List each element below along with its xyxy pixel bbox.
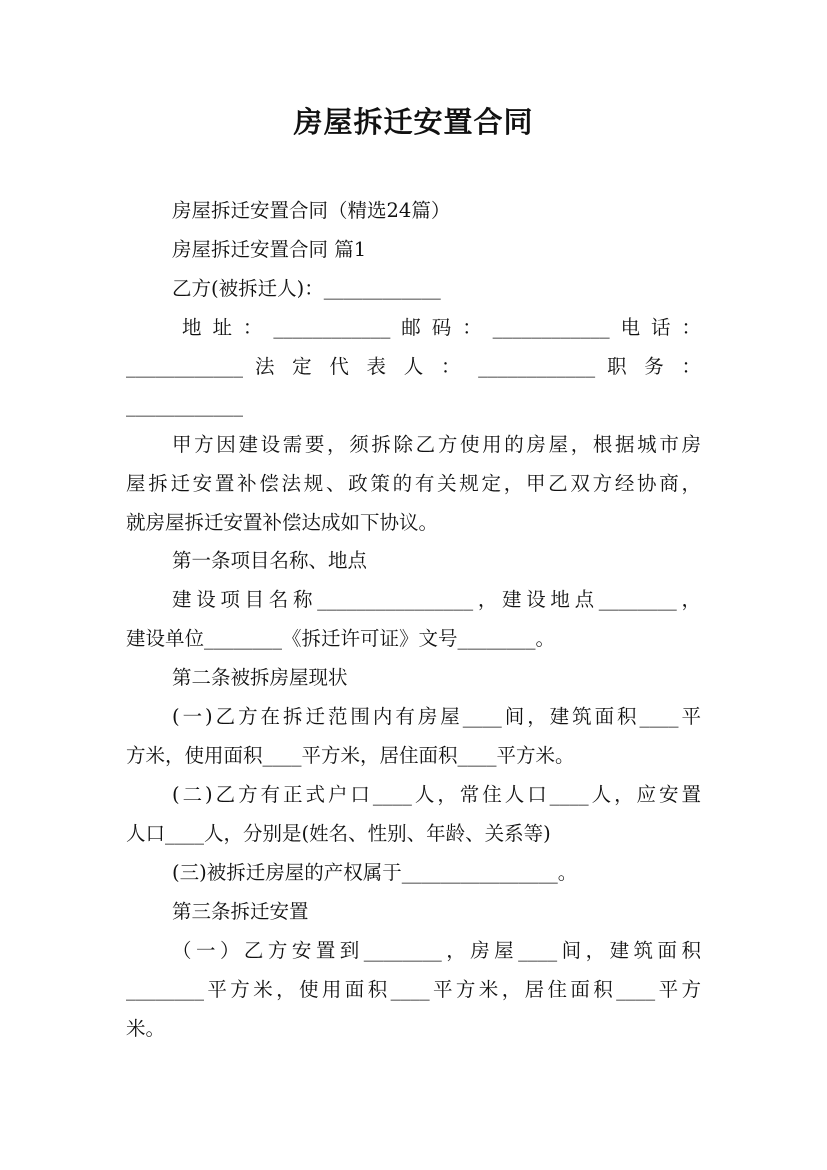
paragraph-line: 屋拆迁安置补偿法规、政策的有关规定，甲乙双方经协商， <box>126 472 701 495</box>
paragraph-line: (三)被拆迁房屋的产权属于________________。 <box>172 861 578 884</box>
paragraph-line: （一）乙方安置到________，房屋____间，建筑面积 <box>172 939 701 962</box>
paragraph-line: (二)乙方有正式户口____人，常住人口____人，应安置 <box>172 783 701 806</box>
paragraph-line: 建设单位________《拆迁许可证》文号________。 <box>126 627 556 650</box>
address-line: 地址：____________邮码：____________电话： <box>182 316 701 339</box>
position-blank-line: ____________ <box>126 394 243 417</box>
paragraph-line: 建设项目名称________________，建设地点________， <box>172 588 701 611</box>
paragraph-line: 甲方因建设需要，须拆除乙方使用的房屋，根据城市房 <box>172 433 701 456</box>
document-title: 房屋拆迁安置合同 <box>293 105 534 139</box>
article-heading: 第一条项目名称、地点 <box>172 549 368 572</box>
paragraph-line: ________平方米，使用面积____平方米，居住面积____平方 <box>126 978 701 1001</box>
paragraph-line: 人口____人，分别是(姓名、性别、年龄、关系等) <box>126 822 551 845</box>
paragraph-line: 就房屋拆迁安置补偿达成如下协议。 <box>126 511 439 534</box>
party-b-line: 乙方(被拆迁人)：____________ <box>172 277 441 300</box>
article-heading: 第三条拆迁安置 <box>172 900 309 923</box>
paragraph-line: (一)乙方在拆迁范围内有房屋____间，建筑面积____平 <box>172 705 701 728</box>
document-subtitle: 房屋拆迁安置合同（精选24篇） <box>172 199 451 222</box>
representative-line: ____________ 法 定 代 表 人 ： ____________ 职 务 ： <box>126 355 701 378</box>
section-heading: 房屋拆迁安置合同 篇1 <box>172 238 367 261</box>
paragraph-line: 方米，使用面积____平方米，居住面积____平方米。 <box>126 744 575 767</box>
article-heading: 第二条被拆房屋现状 <box>172 666 348 689</box>
paragraph-line: 米。 <box>126 1017 166 1040</box>
